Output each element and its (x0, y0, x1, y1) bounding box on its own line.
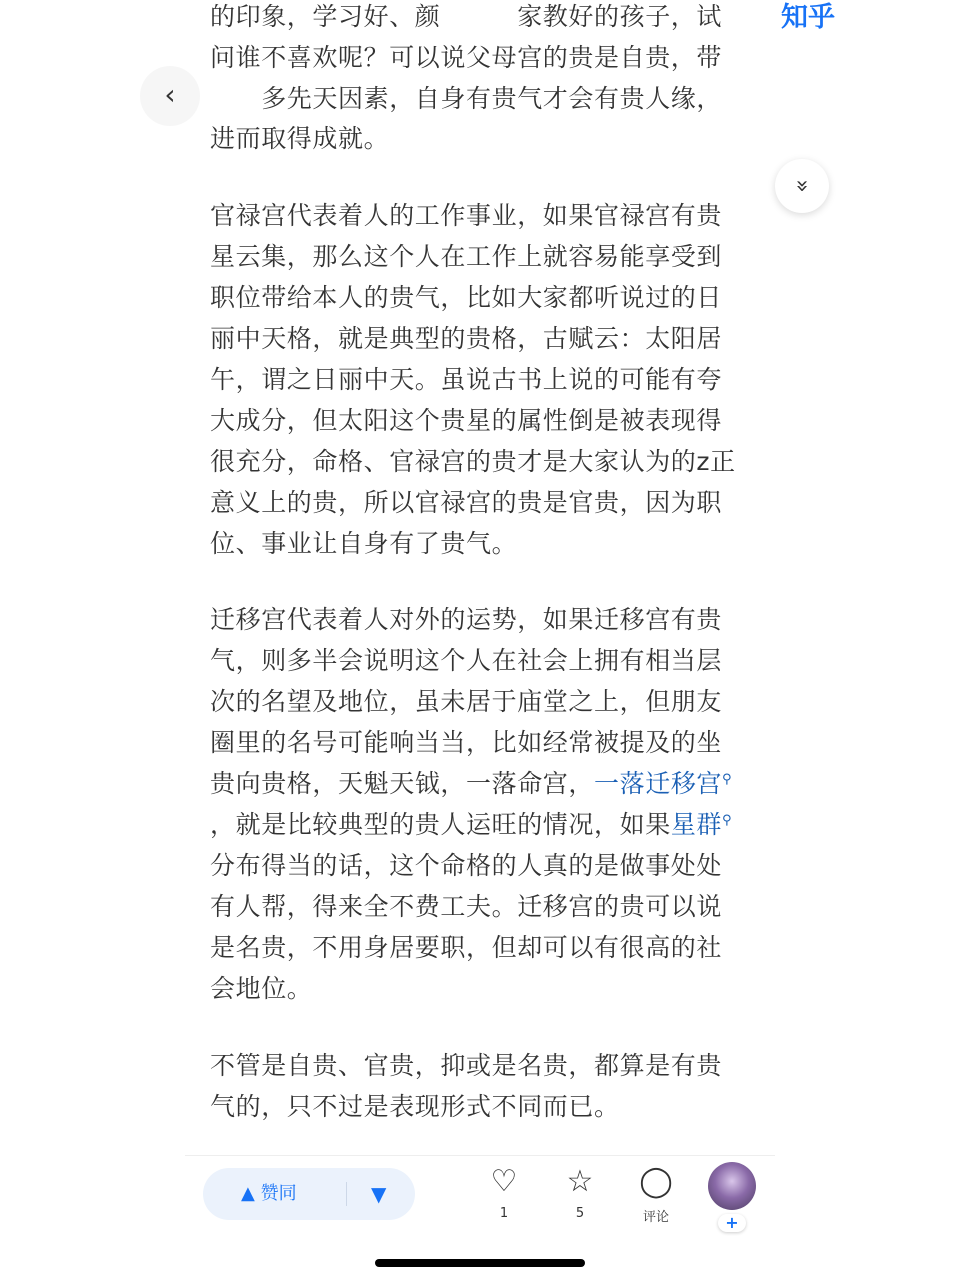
text-segment: 的印象，学习好、颜 (210, 2, 441, 31)
home-indicator (375, 1259, 585, 1267)
article-line (210, 281, 722, 315)
article-line (210, 931, 722, 965)
text-segment: ，就是比较典型的贵人运旺的情况，如果 (210, 810, 671, 839)
article-line (210, 603, 722, 637)
favorite-button[interactable] (555, 1162, 605, 1221)
comment-label: 评论 (642, 1210, 669, 1225)
upvote-label: 赞同 (260, 1183, 297, 1204)
article-line (210, 486, 722, 520)
article-line (210, 849, 722, 883)
vote-divider (346, 1182, 347, 1206)
text-segment: 星云集，那么这个人在工作上就容易能享受到 (210, 242, 723, 271)
text-segment: 气，则多半会说明这个人在社会上拥有相当层 (210, 646, 723, 675)
search-icon: ⚲ (722, 813, 733, 828)
text-segment: 丽中天格，就是典型的贵格，古赋云：太阳居 (210, 324, 723, 353)
article-line (210, 685, 722, 719)
zhihu-logo: 知乎 (775, 0, 841, 36)
back-button[interactable] (140, 66, 200, 126)
text-segment: 贵向贵格，天魁天钺，一落命宫， (210, 769, 595, 798)
comment-button[interactable] (631, 1162, 681, 1225)
like-count: 1 (499, 1206, 509, 1221)
text-segment: 家教好的孩子，试 (440, 2, 723, 31)
article-line (210, 240, 722, 274)
article-line (210, 122, 389, 156)
upvote-button[interactable] (241, 1168, 297, 1220)
article-line (210, 322, 722, 356)
vote-pill (203, 1168, 415, 1220)
follow-button[interactable]: + (718, 1214, 746, 1232)
text-segment: 多先天因素，自身有贵气才会有贵人缘， (210, 84, 723, 113)
article-line (210, 767, 732, 801)
article-line (210, 404, 722, 438)
article-line (210, 726, 722, 760)
text-segment: 职位带给本人的贵气，比如大家都听说过的日 (210, 283, 723, 312)
article-line (210, 972, 312, 1006)
text-segment: 会地位。 (210, 974, 313, 1003)
chevron-left-icon: ‹ (164, 78, 176, 111)
text-segment: 问谁不喜欢呢？可以说父母宫的贵是自贵，带 (210, 43, 723, 72)
article-line (210, 644, 722, 678)
article-line (210, 41, 722, 75)
favorite-count: 5 (575, 1206, 585, 1221)
downvote-button[interactable] (371, 1168, 386, 1220)
triangle-up-icon: ▲ (241, 1183, 255, 1204)
star-icon: ☆ (566, 1164, 594, 1199)
article-line (210, 199, 722, 233)
text-segment: 午，谓之日丽中天。虽说古书上说的可能有夸 (210, 365, 723, 394)
article-line (210, 445, 736, 479)
article-line (210, 1049, 722, 1083)
text-segment: 是名贵，不用身居要职，但却可以有很高的社 (210, 933, 723, 962)
article-line (210, 1090, 620, 1124)
heart-icon: ♡ (490, 1164, 518, 1199)
text-segment: 意义上的贵，所以官禄宫的贵是官贵，因为职 (210, 488, 723, 517)
text-segment: 有人帮，得来全不费工夫。迁移宫的贵可以说 (210, 892, 723, 921)
collapse-button[interactable] (775, 159, 829, 213)
text-segment: 圈里的名号可能响当当，比如经常被提及的坐 (210, 728, 723, 757)
text-segment: 很充分，命格、官禄宫的贵才是大家认为的z正 (210, 447, 736, 476)
article-line (210, 82, 722, 116)
double-chevron-down-icon: » (790, 179, 815, 193)
text-segment: 不管是自贵、官贵，抑或是名贵，都算是有贵 (210, 1051, 723, 1080)
search-link[interactable]: 星群 (670, 810, 723, 839)
text-segment: 分布得当的话，这个命格的人真的是做事处处 (210, 851, 723, 880)
article-line (210, 363, 722, 397)
text-segment: 次的名望及地位，虽未居于庙堂之上，但朋友 (210, 687, 723, 716)
search-icon: ⚲ (722, 772, 733, 787)
triangle-down-icon: ▼ (371, 1182, 387, 1206)
comment-bubble-icon: ◯ (639, 1164, 673, 1199)
author-avatar[interactable] (708, 1162, 756, 1210)
text-segment: 大成分，但太阳这个贵星的属性倒是被表现得 (210, 406, 723, 435)
search-link[interactable]: 一落迁移宫 (594, 769, 723, 798)
text-segment: 官禄宫代表着人的工作事业，如果官禄宫有贵 (210, 201, 723, 230)
article-line (210, 808, 732, 842)
text-segment: 进而取得成就。 (210, 124, 390, 153)
text-segment: 气的，只不过是表现形式不同而已。 (210, 1092, 620, 1121)
article-line (210, 890, 722, 924)
article-line (210, 527, 517, 561)
text-segment: 迁移宫代表着人对外的运势，如果迁移宫有贵 (210, 605, 723, 634)
like-button[interactable] (479, 1162, 529, 1221)
text-segment: 位、事业让自身有了贵气。 (210, 529, 518, 558)
article-line (210, 0, 722, 34)
